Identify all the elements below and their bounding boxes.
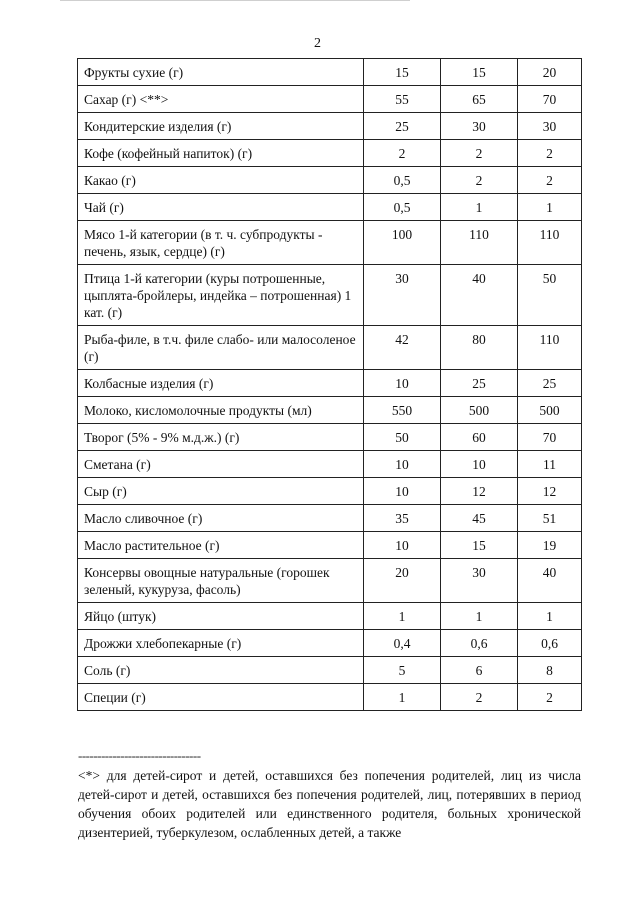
value-cell-3: 1 xyxy=(518,194,582,221)
value-cell-2: 0,6 xyxy=(441,630,518,657)
product-name-cell: Консервы овощные натуральные (горошек зеленый, кукуруза, фасоль) xyxy=(78,559,364,603)
value-cell-3: 110 xyxy=(518,221,582,265)
table-body xyxy=(78,59,582,711)
table-row xyxy=(78,603,582,630)
value-cell-2: 60 xyxy=(441,424,518,451)
product-name-cell: Сметана (г) xyxy=(78,451,364,478)
product-name-cell: Яйцо (штук) xyxy=(78,603,364,630)
table-row xyxy=(78,194,582,221)
value-cell-2: 45 xyxy=(441,505,518,532)
value-cell-2: 15 xyxy=(441,532,518,559)
value-cell-1: 5 xyxy=(364,657,441,684)
value-cell-3: 51 xyxy=(518,505,582,532)
value-cell-3: 1 xyxy=(518,603,582,630)
value-cell-1: 55 xyxy=(364,86,441,113)
product-name-cell: Фрукты сухие (г) xyxy=(78,59,364,86)
table-row xyxy=(78,326,582,370)
value-cell-2: 25 xyxy=(441,370,518,397)
table-row xyxy=(78,630,582,657)
table-row xyxy=(78,167,582,194)
value-cell-3: 30 xyxy=(518,113,582,140)
value-cell-3: 70 xyxy=(518,86,582,113)
value-cell-1: 10 xyxy=(364,451,441,478)
table-row xyxy=(78,370,582,397)
value-cell-3: 20 xyxy=(518,59,582,86)
value-cell-1: 42 xyxy=(364,326,441,370)
value-cell-2: 12 xyxy=(441,478,518,505)
table-row xyxy=(78,559,582,603)
value-cell-1: 15 xyxy=(364,59,441,86)
value-cell-3: 50 xyxy=(518,265,582,326)
value-cell-2: 2 xyxy=(441,140,518,167)
value-cell-1: 0,4 xyxy=(364,630,441,657)
value-cell-1: 35 xyxy=(364,505,441,532)
value-cell-2: 2 xyxy=(441,167,518,194)
product-name-cell: Масло сливочное (г) xyxy=(78,505,364,532)
value-cell-3: 12 xyxy=(518,478,582,505)
product-name-cell: Сахар (г) <**> xyxy=(78,86,364,113)
value-cell-2: 1 xyxy=(441,603,518,630)
product-name-cell: Птица 1-й категории (куры потрошенные, цыплята-бройлеры, индейка – потрошенная) 1 кат. (г) xyxy=(78,265,364,326)
value-cell-1: 50 xyxy=(364,424,441,451)
value-cell-3: 2 xyxy=(518,140,582,167)
product-name-cell: Рыба-филе, в т.ч. филе слабо- или малосоленое (г) xyxy=(78,326,364,370)
value-cell-2: 40 xyxy=(441,265,518,326)
value-cell-1: 550 xyxy=(364,397,441,424)
table-row xyxy=(78,424,582,451)
value-cell-3: 0,6 xyxy=(518,630,582,657)
product-name-cell: Кондитерские изделия (г) xyxy=(78,113,364,140)
value-cell-3: 11 xyxy=(518,451,582,478)
table-row xyxy=(78,657,582,684)
table-row xyxy=(78,684,582,711)
table-row xyxy=(78,59,582,86)
product-name-cell: Творог (5% - 9% м.д.ж.) (г) xyxy=(78,424,364,451)
value-cell-3: 2 xyxy=(518,167,582,194)
value-cell-2: 500 xyxy=(441,397,518,424)
product-name-cell: Колбасные изделия (г) xyxy=(78,370,364,397)
value-cell-1: 10 xyxy=(364,370,441,397)
value-cell-2: 30 xyxy=(441,113,518,140)
value-cell-2: 65 xyxy=(441,86,518,113)
value-cell-1: 10 xyxy=(364,478,441,505)
value-cell-2: 110 xyxy=(441,221,518,265)
value-cell-3: 500 xyxy=(518,397,582,424)
value-cell-1: 100 xyxy=(364,221,441,265)
value-cell-1: 0,5 xyxy=(364,167,441,194)
food-norms-table xyxy=(77,58,582,711)
value-cell-1: 1 xyxy=(364,684,441,711)
top-rule xyxy=(60,0,410,1)
product-name-cell: Сыр (г) xyxy=(78,478,364,505)
value-cell-3: 70 xyxy=(518,424,582,451)
value-cell-3: 19 xyxy=(518,532,582,559)
product-name-cell: Чай (г) xyxy=(78,194,364,221)
value-cell-2: 30 xyxy=(441,559,518,603)
table-row xyxy=(78,86,582,113)
table-row xyxy=(78,397,582,424)
value-cell-3: 110 xyxy=(518,326,582,370)
table-row xyxy=(78,265,582,326)
product-name-cell: Дрожжи хлебопекарные (г) xyxy=(78,630,364,657)
value-cell-3: 25 xyxy=(518,370,582,397)
value-cell-1: 25 xyxy=(364,113,441,140)
value-cell-3: 2 xyxy=(518,684,582,711)
value-cell-1: 0,5 xyxy=(364,194,441,221)
product-name-cell: Кофе (кофейный напиток) (г) xyxy=(78,140,364,167)
value-cell-2: 2 xyxy=(441,684,518,711)
page-number: 2 xyxy=(314,36,321,51)
product-name-cell: Соль (г) xyxy=(78,657,364,684)
value-cell-2: 6 xyxy=(441,657,518,684)
product-name-cell: Мясо 1-й категории (в т. ч. субпродукты - печень, язык, сердце) (г) xyxy=(78,221,364,265)
product-name-cell: Какао (г) xyxy=(78,167,364,194)
table-row xyxy=(78,505,582,532)
table-row xyxy=(78,221,582,265)
value-cell-1: 30 xyxy=(364,265,441,326)
value-cell-3: 40 xyxy=(518,559,582,603)
footnote-separator: -------------------------------- xyxy=(78,748,201,763)
value-cell-1: 2 xyxy=(364,140,441,167)
value-cell-2: 80 xyxy=(441,326,518,370)
table-row xyxy=(78,478,582,505)
table-row xyxy=(78,140,582,167)
value-cell-2: 15 xyxy=(441,59,518,86)
value-cell-2: 1 xyxy=(441,194,518,221)
product-name-cell: Специи (г) xyxy=(78,684,364,711)
value-cell-3: 8 xyxy=(518,657,582,684)
product-name-cell: Молоко, кисломолочные продукты (мл) xyxy=(78,397,364,424)
footnote-text: <*> для детей-сирот и детей, оставшихся без попечения родителей, лиц из числа детей-сирот и детей, оставшихся без попечения родителей, лиц, потерявших в период обучения обоих родителей или единственного родителя, больных хронической дизентерией, туберкулезом, ослабленных детей, а также xyxy=(78,768,581,840)
table-row xyxy=(78,113,582,140)
value-cell-2: 10 xyxy=(441,451,518,478)
value-cell-1: 20 xyxy=(364,559,441,603)
value-cell-1: 10 xyxy=(364,532,441,559)
table-row xyxy=(78,451,582,478)
table-row xyxy=(78,532,582,559)
value-cell-1: 1 xyxy=(364,603,441,630)
product-name-cell: Масло растительное (г) xyxy=(78,532,364,559)
